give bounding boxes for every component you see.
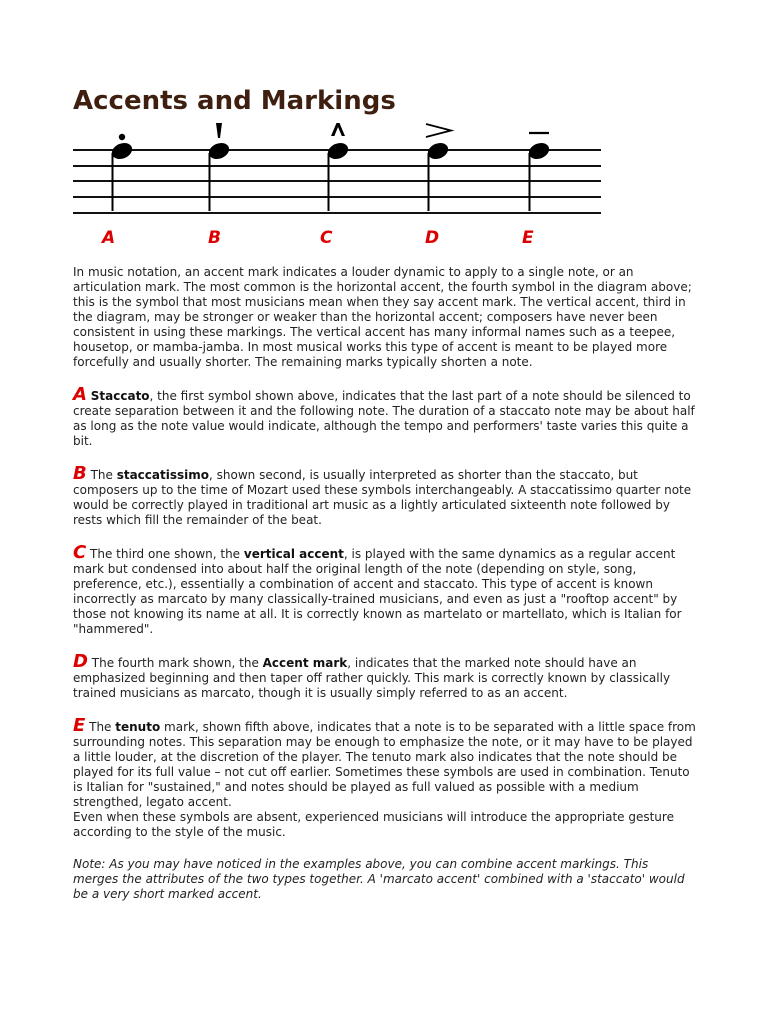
section-letter: E [73, 715, 86, 736]
section-c [73, 542, 697, 637]
section-letter: D [73, 651, 88, 672]
section-term: staccatissimo [116, 468, 209, 482]
note-e [526, 133, 551, 211]
section-text: , shown second, is usually interpreted as shorter than the staccato, but composers up to the time of Mozart used these symbols interchangeably. A staccatissimo quarter note would be correctly played in traditional art music as a lightly articulated sixteenth note followed by rests which fill the remainder of the beat. [73, 468, 692, 527]
staccatissimo-wedge-icon [216, 123, 222, 138]
section-lead: The fourth mark shown, the [91, 656, 263, 670]
section-letter: B [73, 463, 87, 484]
note-label-d: D [425, 228, 440, 248]
section-text: , is played with the same dynamics as a regular accent mark but condensed into about half the original length of the note (depending on style, song, preference, etc.), essentially a combination of accent and staccato. This type of accent is known incorrectly as marcato by many classically-trained musicians, and even as just a "rooftop accent" by those not knowing its name at all. It is correctly known as martelato or martellato, which is Italian for "hammered". [73, 547, 682, 636]
section-lead: The [89, 720, 116, 734]
section-d [73, 651, 697, 701]
note-paragraph: Note: As you may have noticed in the examples above, you can combine accent markings. This merges the attributes of the two types together. A 'marcato accent' combined with a 'staccato' would be a very short marked accent. [73, 857, 685, 901]
section-letter: C [73, 542, 87, 563]
section-term: tenuto [115, 720, 161, 734]
note-label-e: E [522, 228, 534, 248]
section-term: Staccato [90, 389, 150, 403]
section-text: , indicates that the marked note should have an emphasized beginning and then taper off rather quickly. This mark is correctly known by classically trained musicians as marcato, though it is usually simply referred to as an accent. [73, 656, 671, 700]
section-term: vertical accent [243, 547, 344, 561]
section-text: , the first symbol shown above, indicates that the last part of a note should be silenced to create separation between it and the following note. The duration of a staccato note may be about half as long as the note value would indicate, although the tempo and performers' taste varies this quite a bit. [73, 389, 695, 448]
section-letter: A [73, 384, 87, 405]
page-title: Accents and Markings [73, 86, 396, 116]
section-b [73, 463, 697, 528]
note-label-c: C [320, 228, 333, 248]
horizontal-accent-icon [426, 124, 451, 137]
article-body [73, 265, 697, 921]
section-lead: The [90, 468, 117, 482]
section-e [73, 715, 697, 840]
section-text: mark, shown fifth above, indicates that a note is to be separated with a little space from surrounding notes. This separation may be enough to emphasize the note, or it may have to be played a little louder, at the discretion of the player. The tenuto mark also indicates that the note should be played for its full value – not cut off earlier. Sometimes these symbols are used in combination. Tenuto is Italian for "sustained," and notes should be played as full valued as possible with a medium strengthed, legato accent. [73, 720, 696, 809]
music-staff-diagram [0, 115, 640, 225]
staccato-dot-icon [119, 134, 125, 140]
note-a [109, 134, 134, 211]
closing-text: Even when these symbols are absent, experienced musicians will introduce the appropriate gesture according to the style of the music. [73, 810, 674, 839]
note-label-b: B [208, 228, 221, 248]
section-term: Accent mark [262, 656, 348, 670]
section-a [73, 384, 697, 449]
note-label-a: A [102, 228, 116, 248]
section-lead: The third one shown, the [90, 547, 244, 561]
intro-paragraph: In music notation, an accent mark indicates a louder dynamic to apply to a single note, or an articulation mark. The most common is the horizontal accent, the fourth symbol in the diagram above; this is the symbol that most musicians mean when they say accent mark. The vertical accent, third in the diagram, may be stronger or weaker than the horizontal accent; composers have never been consistent in using these markings. The vertical accent has many informal names such as a teepee, housetop, or mamba-jamba. In most musical works this type of accent is meant to be played more forcefully and usually shorter. The remaining marks typically shorten a note. [73, 265, 692, 369]
vertical-accent-icon [331, 123, 345, 136]
